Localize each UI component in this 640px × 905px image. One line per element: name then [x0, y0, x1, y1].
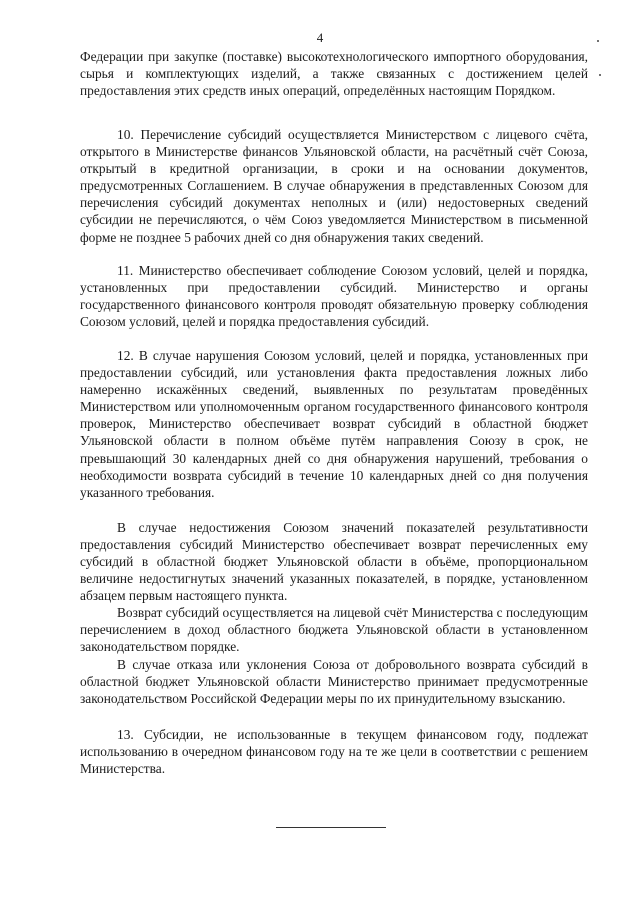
scan-mark — [597, 40, 599, 42]
end-separator-line — [276, 827, 386, 828]
paragraph-item-13: 13. Субсидии, не использованные в текущем финансовом году, подлежат использованию в очередном финансовом году на те же цели в соответствии с решением Министерства. — [80, 727, 588, 777]
page-number: 4 — [316, 30, 324, 45]
paragraph-item-10: 10. Перечисление субсидий осуществляется Министерством с лицевого счёта, открытого в Министерстве финансов Ульяновской области, на расчётный счёт Союза, открытый в кредитной организации, в сроки и на основании документов, предусмотренных Соглашением. В случае обнаружения в представленных Союзом для перечисления субсидий документах неполных и (или) недостоверных сведений субсидии не перечисляются, о чём Союз уведомляется Министерством в письменной форме не позднее 5 рабочих дней со дня обнаружения таких сведений. — [80, 127, 588, 245]
scan-mark — [599, 74, 601, 76]
paragraph-item-12-shortfall: В случае недостижения Союзом значений показателей результативности предоставления субсидий Министерство обеспечивает возврат перечисленных ему субсидий в областной бюджет Ульяновской области в объёме, пропорциональном величине недостигнутых значений указанных показателей, в порядке, установленном абзацем первым настоящего пункта. — [80, 520, 588, 604]
paragraph-item-11: 11. Министерство обеспечивает соблюдение Союзом условий, целей и порядка, установленных при предоставлении субсидий. Министерство и органы государственного финансового контроля проводят обязательную проверку соблюдения Союзом условий, целей и порядка предоставления субсидий. — [80, 263, 588, 330]
paragraph-item-12: 12. В случае нарушения Союзом условий, целей и порядка, установленных при предоставлении субсидий, или установления факта предоставления ложных либо намеренно искажённых сведений, выявленных по результатам проведённых Министерством или уполномоченным органом государственного финансового контроля проверок, Министерство обеспечивает возврат субсидий в областной бюджет Ульяновской области в полном объёме путём направления Союзу в срок, не превышающий 30 календарных дней со дня обнаружения нарушений, требования о необходимости возврата субсидий в течение 10 календарных дней со дня получения указанного требования. — [80, 348, 588, 500]
paragraph-continuation: Федерации при закупке (поставке) высокотехнологического импортного оборудования, сырья и комплектующих изделий, а также связанных с достижением целей предоставления этих средств иных операций, определённых настоящим Порядком. — [80, 49, 588, 99]
paragraph-item-12-refusal: В случае отказа или уклонения Союза от добровольного возврата субсидий в областной бюджет Ульяновской области Министерство принимает предусмотренные законодательством Российской Федерации меры по их принудительному взысканию. — [80, 657, 588, 707]
paragraph-item-12-refund-account: Возврат субсидий осуществляется на лицевой счёт Министерства с последующим перечислением в доход областного бюджета Ульяновской области в установленном законодательством порядке. — [80, 605, 588, 655]
